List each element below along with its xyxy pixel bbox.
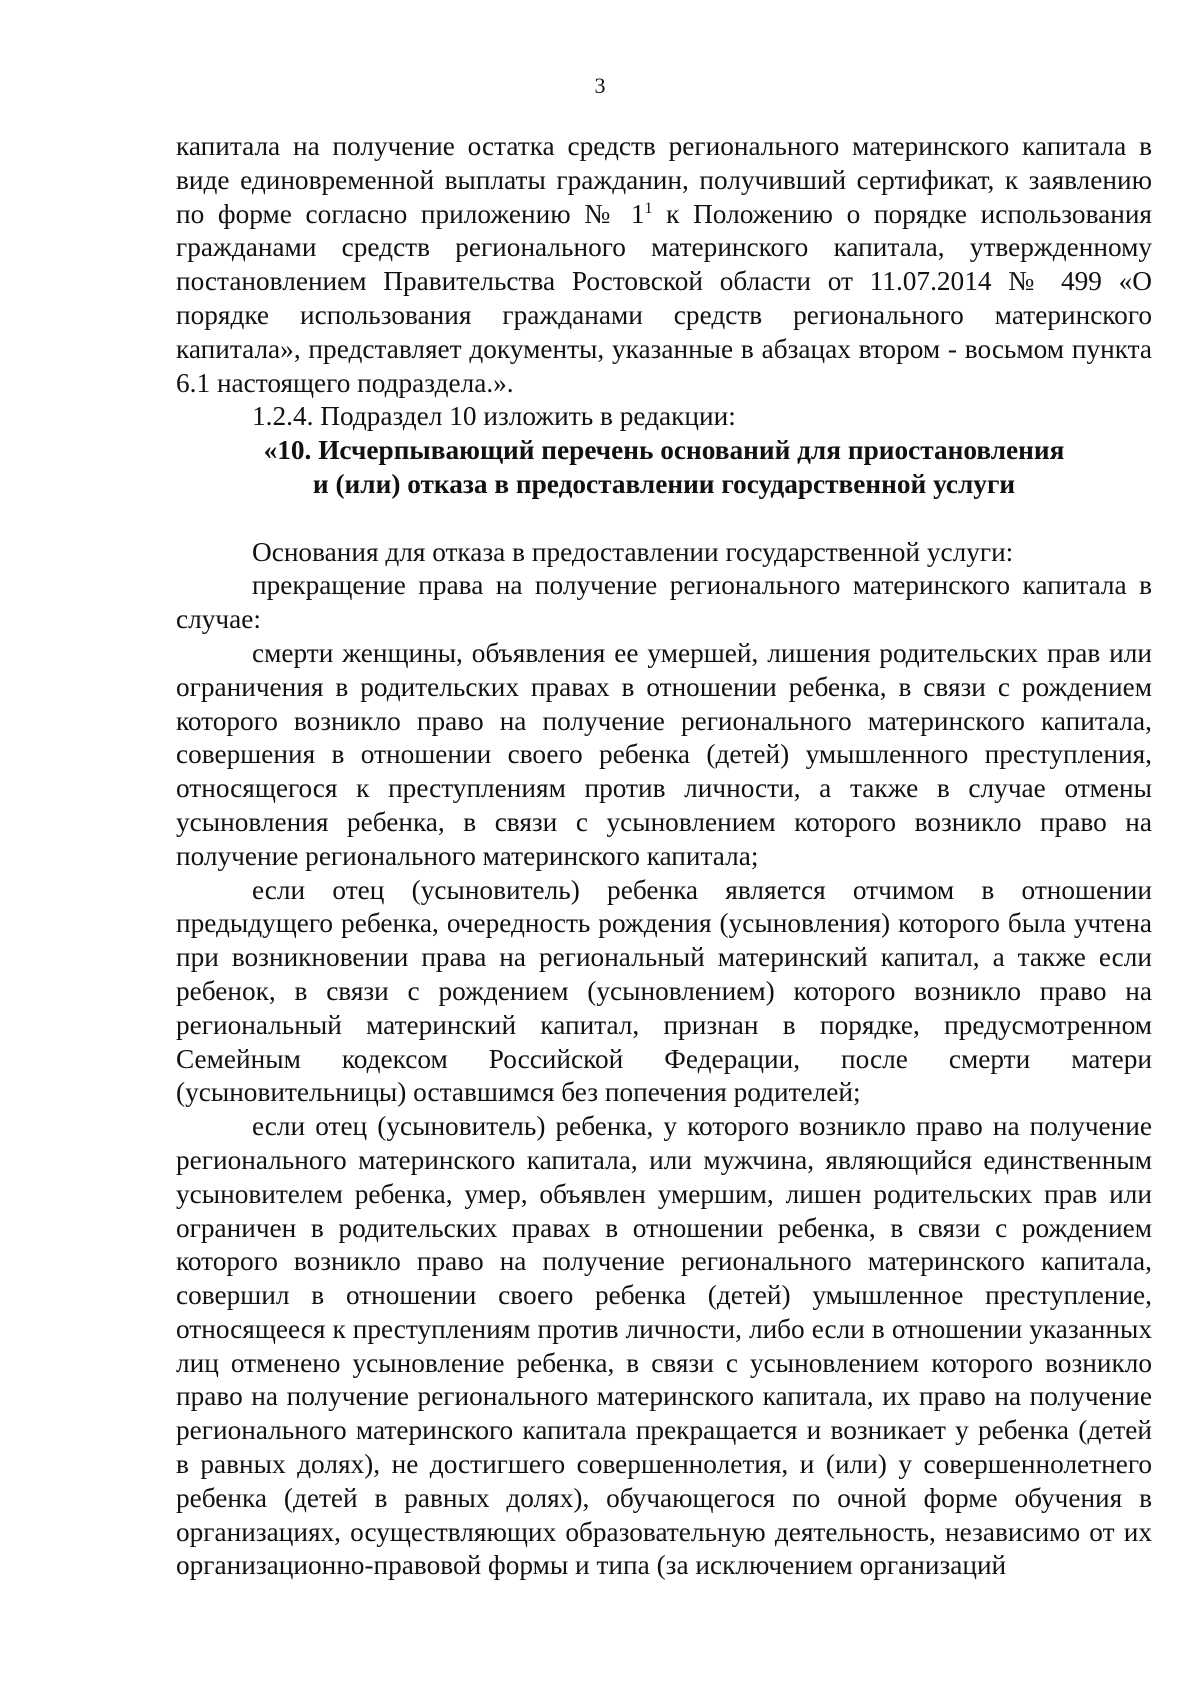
paragraph-termination: прекращение права на получение регионального материнского капитала в случае: [176,570,1152,635]
footnote-superscript: 1 [644,199,653,217]
paragraph-death-case: смерти женщины, объявления ее умершей, лишения родительских прав или ограничения в родительских правах в отношении ребенка, в связи с рождением которого возникло право на получение регионального материнского капитала, совершения в отношении своего ребенка (детей) умышленного преступления, относящегося к преступлениям против личности, а также в случае отмены усыновления ребенка, в связи с усыновлением которого возникло право на получение регионального материнского капитала; [176,637,1152,871]
document-body [176,130,1152,1583]
paragraph-subsection-instruction: 1.2.4. Подраздел 10 изложить в редакции: [252,401,736,432]
heading-spacer [176,502,1152,536]
paragraph-continuation-rest: к Положению о порядке использования гражданами средств регионального материнского капитала, утвержденному постановлением Правительства Ростовской области от 11.07.2014 № 499 «О порядке использования гражданами средств регионального материнского капитала», представляет документы, указанные в абзацах втором - восьмом пункта 6.1 настоящего подраздела.». [176,198,1152,398]
paragraph-continuation-text: капитала на получение остатка средств регионального материнского капитала в виде единовременной выплаты гражданин, получивший сертификат, к заявлению по форме согласно приложению № 1 [176,131,1152,229]
paragraph-father-case: если отец (усыновитель) ребенка, у которого возникло право на получение регионального материнского капитала, или мужчина, являющийся единственным усыновителем ребенка, умер, объявлен умершим, лишен родительских прав или ограничен в родительских правах в отношении ребенка, в связи с рождением которого возникло право на получение регионального материнского капитала, совершил в отношении своего ребенка (детей) умышленное преступление, относящееся к преступлениям против личности, либо если в отношении указанных лиц отменено усыновление ребенка, в связи с усыновлением которого возникло право на получение регионального материнского капитала, их право на получение регионального материнского капитала прекращается и возникает у ребенка (детей в равных долях), не достигшего совершеннолетия, и (или) у совершеннолетнего ребенка (детей в равных долях), обучающегося по очной форме обучения в организациях, осуществляющих образовательную деятельность, независимо от их организационно-правовой формы и типа (за исключением организаций [176,1111,1152,1581]
paragraph-continuation [176,130,1152,400]
paragraph-stepfather-case: если отец (усыновитель) ребенка является отчимом в отношении предыдущего ребенка, очередность рождения (усыновления) которого была учтена при возникновении права на региональный материнский капитал, а также если ребенок, в связи с рождением (усыновлением) которого возникло право на региональный материнский капитал, признан в порядке, предусмотренном Семейным кодексом Российской Федерации, после смерти матери (усыновительницы) оставшимся без попечения родителей; [176,874,1152,1108]
section-heading-line-1: «10. Исчерпывающий перечень оснований для приостановления [263,435,1065,466]
page-number: 3 [594,73,606,98]
section-heading-line-2: и (или) отказа в предоставлении государственной услуги [312,468,1016,499]
paragraph-grounds-intro: Основания для отказа в предоставлении государственной услуги: [252,536,1014,567]
section-heading [176,434,1152,502]
